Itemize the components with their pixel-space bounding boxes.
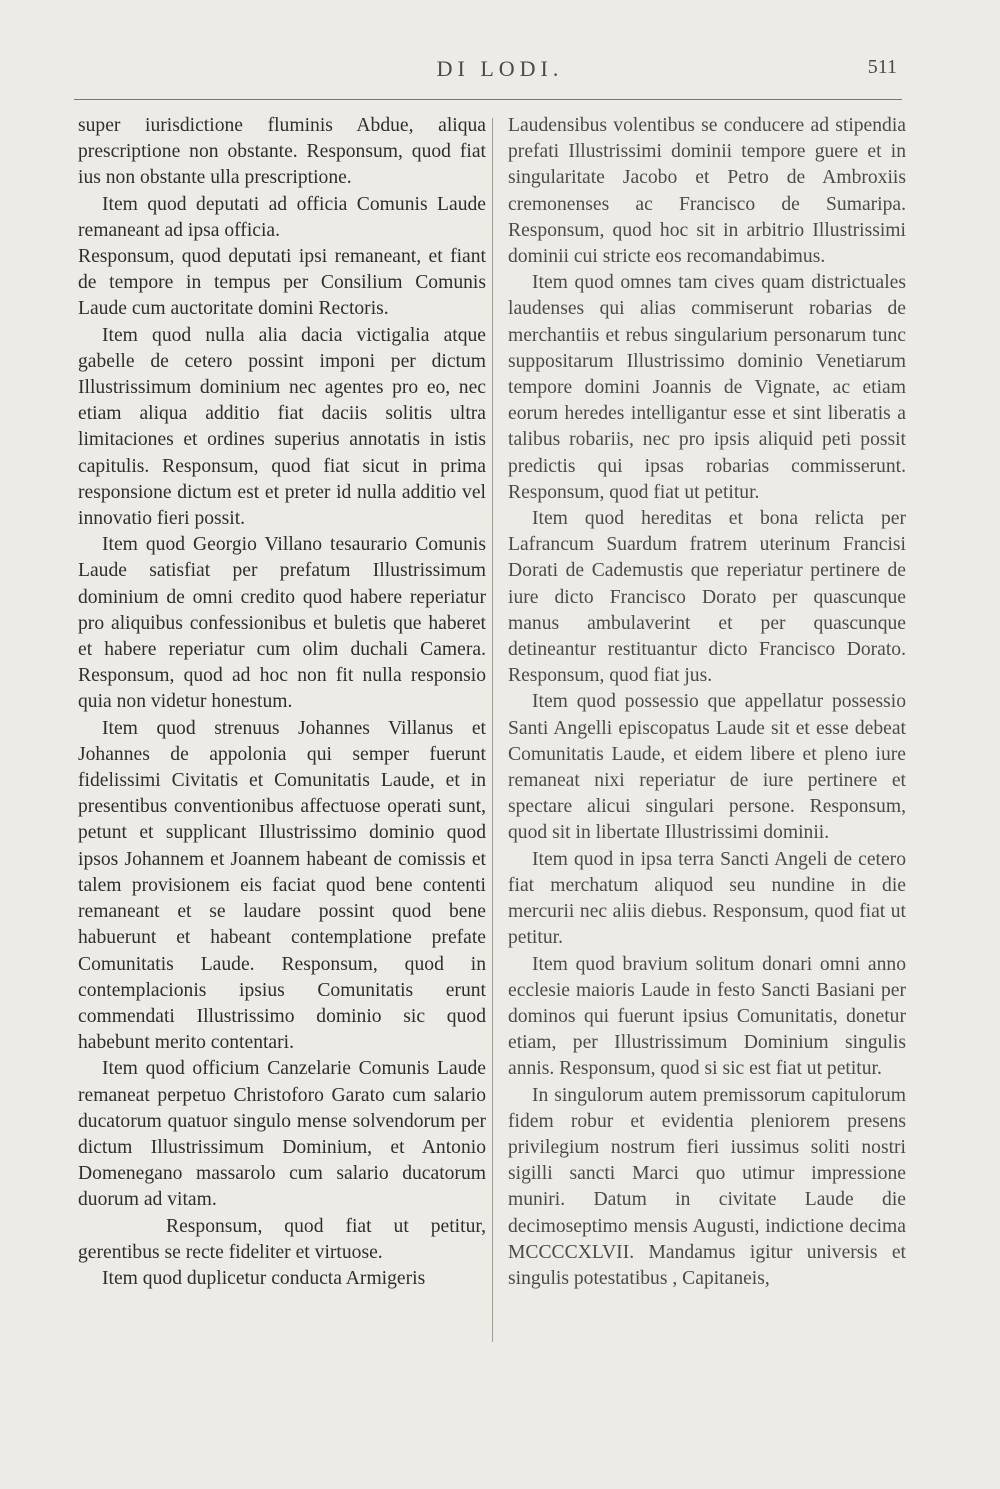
right-column bbox=[508, 113, 906, 1292]
left-column bbox=[78, 113, 486, 1292]
paragraph: Responsum, quod fiat ut petitur, gerentibus se recte fideliter et virtuose. bbox=[78, 1215, 486, 1263]
paragraph: Item quod officium Canzelarie Comunis Laude remaneat perpetuo Christoforo Garato cum salario ducatorum quatuor singulo mense solvendorum per dictum Illustrissimum Dominium, et Antonio Domenegano massarolo cum salario ducatorum duorum ad vitam. bbox=[78, 1058, 486, 1211]
paragraph: Item quod duplicetur conducta Armigeris bbox=[102, 1267, 426, 1289]
paragraph: Item quod omnes tam cives quam districtuales laudenses qui alias commiserunt robarias de merchantiis et rebus singularium personarum tunc suppositarum Illustrissimo dominio Venetiarum tempore domini Joannis de Vignate, ac etiam eorum heredes intelligantur esse et sint liberatis a talibus robariis, nec pro ipsis aliquid peti possit predictis qui ipsas robarias commisserunt. Responsum, quod fiat ut petitur. bbox=[508, 272, 906, 503]
paragraph: Item quod possessio que appellatur possessio Santi Angelli episcopatus Laude sit et esse debeat Comunitatis Laude, et eidem libere et pleno iure remaneat nixi reperiatur de iure pertinere et spectare alicui singulari persone. Responsum, quod sit in libertate Illustrissimi dominii. bbox=[508, 691, 906, 844]
paragraph: Item quod strenuus Johannes Villanus et Johannes de appolonia qui semper fuerunt fidelissimi Civitatis et Comunitatis Laude, et in presentibus conventionibus affectuose operati sunt, petunt et supplicant Illustrissimo dominio quod ipsos Johannem et Joannem habeant de comissis et talem provisionem eis faciat quod bene contenti remaneant et se laudare possint quod bene habuerunt et habeant contemplatione prefate Comunitatis Laude. Responsum, quod in contemplacionis ipsius Comunitatis erunt commendati Illustrissimo dominio sic quod habebunt merito contentari. bbox=[78, 717, 486, 1054]
paragraph: Responsum, quod deputati ipsi remaneant, et fiant de tempore in tempus per Consilium Comunis Laude cum auctoritate domini Rectoris. bbox=[78, 246, 486, 320]
paragraph: Laudensibus volentibus se conducere ad stipendia prefati Illustrissimi dominii tempore guere et in singularitate Jacobo et Petro de Ambroxiis cremonenses ac Francisco de Sumaripa. Responsum, quod hoc sit in arbitrio Illustrissimi dominii cui stricte eos recomandabimus. bbox=[508, 115, 906, 268]
paragraph: Item quod bravium solitum donari omni anno ecclesie maioris Laude in festo Sancti Basiani per dominos qui fuerunt ipsius Comunitatis, donetur etiam, per Illustrissimum Dominium singulis annis. Responsum, quod si sic est fiat ut petitur. bbox=[508, 953, 906, 1080]
running-head bbox=[0, 56, 1000, 86]
page-number: 511 bbox=[867, 56, 897, 78]
paragraph: Item quod hereditas et bona relicta per Lafrancum Suardum fratrem uterinum Francisi Dorati de Cademustis que reperiatur pertinere de iure dicto Francisco Dorato per quascunque manus ambulaverint et per quascunque detineantur restituantur dicto Francisco Dorato. Responsum, quod fiat jus. bbox=[508, 508, 906, 687]
running-title: DI LODI. bbox=[436, 56, 564, 81]
paragraph: Item quod in ipsa terra Sancti Angeli de cetero fiat merchatum aliquod seu nundine in die mercurii nec aliis diebus. Responsum, quod fiat ut petitur. bbox=[508, 848, 906, 949]
paragraph: super iurisdictione fluminis Abdue, aliqua prescriptione non obstante. Responsum, quod fiat ius non obstante ulla prescriptione. bbox=[78, 115, 486, 189]
paragraph: Item quod deputati ad officia Comunis Laude remaneant ad ipsa officia. bbox=[78, 193, 486, 241]
column-divider bbox=[492, 118, 493, 1342]
header-rule bbox=[74, 99, 902, 100]
paragraph: Item quod Georgio Villano tesaurario Comunis Laude satisfiat per prefatum Illustrissimum dominium de omni credito quod habere reperiatur pro aliquibus confessionibus et buletis que haberet et habere reperiatur cum olim duchali Camera. Responsum, quod ad hoc non fit nulla responsio quia non videtur honestum. bbox=[78, 534, 486, 713]
paragraph: Item quod nulla alia dacia victigalia atque gabelle de cetero possint imponi per dictum Illustrissimum dominium nec agentes pro eo, nec etiam aliqua additio fiat daciis solitis ultra limitaciones et ordines superius annotatis in istis capitulis. Responsum, quod fiat sicut in prima responsione dictum est et preter id nulla additio vel innovatio fieri possit. bbox=[78, 324, 486, 530]
paragraph: In singulorum autem premissorum capitulorum fidem robur et evidentia pleniorem presens privilegium nostrum fieri iussimus soliti nostri sigilli sancti Marci quo utimur impressione muniri. Datum in civitate Laude die decimoseptimo mensis Augusti, indictione decima MCCCCXLVII. Mandamus igitur universis et singulis potestatibus , Capitaneis, bbox=[508, 1084, 906, 1289]
